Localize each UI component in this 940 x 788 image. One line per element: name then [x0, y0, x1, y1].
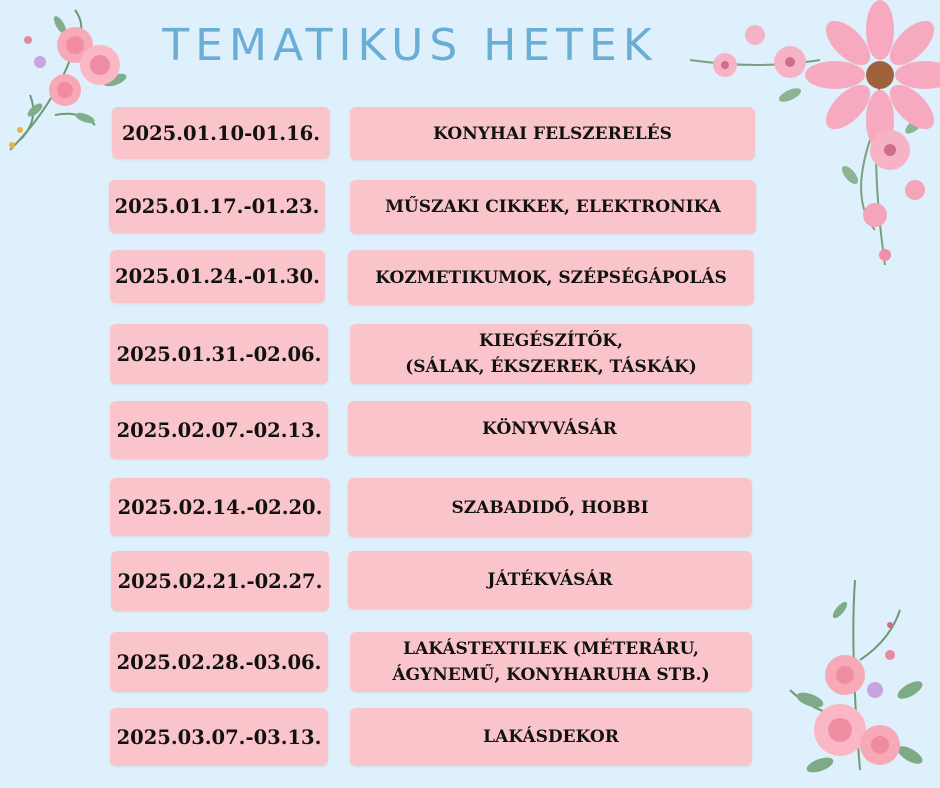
date-range-label: 2025.01.10-01.16.: [112, 107, 330, 159]
theme-label: [348, 551, 752, 609]
theme-line: KOZMETIKUMOK, SZÉPSÉGÁPOLÁS: [375, 267, 727, 288]
flower-bouquet-bottom-right-icon: [780, 570, 940, 785]
date-range-label: 2025.02.14.-02.20.: [110, 478, 330, 536]
date-range-label: 2025.02.07.-02.13.: [110, 401, 328, 459]
date-range-label: 2025.02.28.-03.06.: [110, 632, 328, 692]
theme-line: ÁGYNEMŰ, KONYHARUHA STB.): [392, 665, 710, 685]
theme-line: KÖNYVVÁSÁR: [482, 418, 617, 439]
theme-line: LAKÁSDEKOR: [483, 727, 619, 747]
theme-line: MŰSZAKI CIKKEK, ELEKTRONIKA: [385, 197, 721, 217]
theme-line: LAKÁSTEXTILEK (MÉTERÁRU,: [403, 639, 699, 659]
theme-line: KIEGÉSZÍTŐK,: [479, 331, 623, 351]
theme-line: JÁTÉKVÁSÁR: [487, 570, 613, 590]
date-range-label: 2025.01.31.-02.06.: [110, 324, 328, 384]
theme-label: [350, 180, 756, 234]
theme-line: KONYHAI FELSZERELÉS: [433, 123, 672, 144]
theme-line: SZABADIDŐ, HOBBI: [451, 497, 649, 518]
theme-label: [348, 478, 752, 537]
theme-label: [350, 324, 752, 384]
date-range-label: 2025.01.24.-01.30.: [110, 250, 325, 303]
theme-label: [350, 107, 755, 160]
theme-label: [350, 708, 752, 766]
theme-line: (SÁLAK, ÉKSZEREK, TÁSKÁK): [405, 357, 697, 377]
page-title: TEMATIKUS HETEK: [162, 20, 658, 71]
theme-label: [348, 401, 751, 456]
theme-label: [350, 632, 752, 692]
date-range-label: 2025.02.21.-02.27.: [111, 551, 329, 611]
date-range-label: 2025.03.07.-03.13.: [110, 708, 328, 766]
theme-label: [348, 250, 754, 305]
date-range-label: 2025.01.17.-01.23.: [109, 180, 325, 233]
